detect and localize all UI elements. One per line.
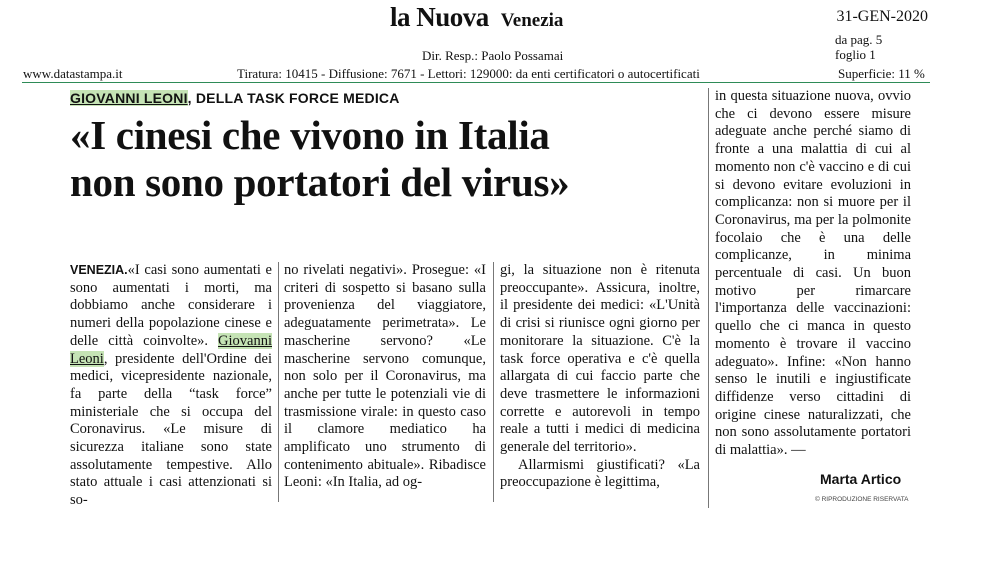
article-column-4 — [715, 88, 911, 460]
col2-text: no rivelati negativi». Prosegue: «I criteri di sospetto si basano sulla provenienza del viaggiatore, adeguatamente perimetrata». Le mascherine servono? «Le mascherine servono comunque, non solo per il Coronavirus, ma anche per tutte le potenziali vie di trasmissione virale: in questo caso il clamore mediatico ha amplificato uno strumento di contenimento abituale». Ribadisce Leoni: «In Italia, ad og- — [284, 262, 486, 491]
page-info — [835, 32, 882, 62]
sheet-number: foglio 1 — [835, 47, 876, 62]
col1-text-a: «I casi sono aumentati e sono aumentati i morti, ma dobbiamo anche considerare i numeri della popolazione cinese e delle città coinvolte». — [70, 262, 272, 349]
kicker-name-highlight: GIOVANNI LEONI — [70, 90, 188, 106]
masthead — [390, 2, 563, 33]
website-link[interactable]: www.datastampa.it — [23, 66, 123, 81]
issue-date: 31-GEN-2020 — [836, 8, 928, 25]
article-column-2 — [284, 262, 486, 492]
title-line-2: non sono portatori del virus» — [70, 159, 570, 205]
article-column-3 — [500, 262, 700, 492]
copyright-notice: © RIPRODUZIONE RISERVATA — [815, 496, 909, 503]
page-number: da pag. 5 — [835, 32, 883, 47]
circulation-info: Tiratura: 10415 - Diffusione: 7671 - Lettori: 129000: da enti certificatori o autocertificati — [237, 66, 700, 81]
surface-info: Superficie: 11 % — [838, 66, 925, 81]
dateline: VENEZIA. — [70, 263, 128, 277]
col4-text: in questa situazione nuova, ovvio che ci devono essere misure adeguate anche perché siamo di fronte a una malattia di cui al momento non c'è vaccino e di cui si devono evitare evoluzioni in complicanza: non si muore per il Coronavirus, ma per la polmonite focolaio che è una delle complicanze, in minima percentuale di casi. Un buon motivo per rimarcare l'importanza delle vaccinazioni: quello che ci manca in questo momento è trovare il vaccino adeguato». Infine: «Non hanno senso le inutili e ingiustificate diffidenze verso cittadini di origine cinese naturalizzati, che non sono assolutamente portatori di malattia». — — [715, 88, 911, 459]
kicker-rest: , DELLA TASK FORCE MEDICA — [187, 90, 400, 106]
col3-text-b: Allarmismi giustificati? «La preoccupazione è legittima, — [500, 456, 700, 491]
highlighted-name: Giovanni Leoni — [70, 332, 272, 367]
newspaper-name: la Nuova — [390, 2, 489, 32]
article-column-1 — [70, 262, 272, 510]
edition-name: Venezia — [500, 10, 564, 31]
author-signature: Marta Artico — [820, 471, 902, 487]
column-divider — [493, 262, 494, 502]
column-divider — [708, 88, 709, 508]
col1-text-b: , presidente dell'Ordine dei medici, vicepresidente nazionale, fa parte della “task force” ministeriale che si occupa del Coronavirus. «Le misure di sicurezza italiane sono state assolutamente tempestive. Allo stato attuale i casi attenzionati si so- — [70, 350, 272, 509]
article-kicker — [70, 90, 400, 106]
header-divider — [22, 82, 930, 83]
article-title — [70, 112, 710, 206]
column-divider — [278, 262, 279, 502]
editor-in-chief: Dir. Resp.: Paolo Possamai — [422, 48, 564, 63]
title-line-1: «I cinesi che vivono in Italia — [70, 112, 550, 158]
col3-text-a: gi, la situazione non è ritenuta preoccupante». Assicura, inoltre, il presidente dei medici: «L'Unità di crisi si riunisce ogni giorno per monitorare la situazione. C'è la task force operativa e c'è quella allargata di cui faccio parte che deve trasmettere le informazioni corrette e autorevoli in tempo reale a tutti i medici di medicina generale del territorio». — [500, 262, 700, 456]
